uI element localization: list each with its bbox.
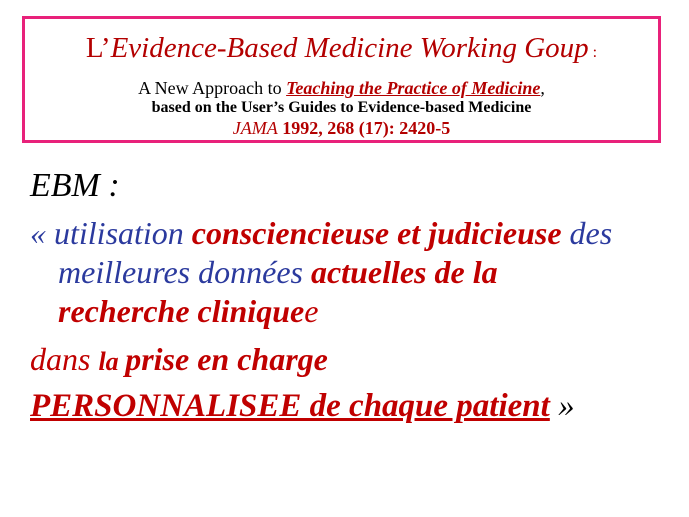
title-prefix: L’ bbox=[85, 32, 111, 64]
journal-citation: 1992, 268 (17): 2420-5 bbox=[277, 118, 451, 138]
article-title bbox=[25, 77, 658, 99]
text-actuelles: actuelles de la bbox=[310, 254, 498, 290]
article-title-suffix: , bbox=[540, 78, 545, 98]
text-prise: prise en charge bbox=[125, 341, 328, 377]
text-dans: dans bbox=[30, 341, 99, 377]
ebm-label: EBM : bbox=[30, 167, 120, 204]
text-des: des bbox=[561, 215, 613, 251]
reference-box bbox=[22, 16, 661, 143]
quote-close: » bbox=[549, 388, 575, 424]
title-italic: Evidence-Based Medicine Working Goup bbox=[110, 32, 589, 64]
text-recherche: recherche clinique bbox=[58, 293, 305, 329]
definition-line-5 bbox=[30, 386, 575, 426]
text-la: la bbox=[98, 347, 126, 376]
article-subtitle: based on the User’s Guides to Evidence-based Medicine bbox=[151, 99, 532, 116]
definition-line-4 bbox=[30, 340, 328, 381]
article-title-emphasis: Teaching the Practice of Medicine bbox=[286, 78, 541, 98]
definition-line-3 bbox=[58, 292, 318, 330]
title-colon: : bbox=[588, 44, 598, 61]
text-personnalisee: PERSONNALISEE de chaque patient bbox=[30, 388, 550, 424]
group-title bbox=[25, 31, 658, 70]
article-title-prefix: A New Approach to bbox=[138, 78, 287, 98]
text-e: e bbox=[304, 293, 319, 329]
definition-line-2 bbox=[58, 253, 498, 291]
definition-line-1 bbox=[30, 214, 612, 252]
journal-reference bbox=[25, 117, 658, 139]
journal-name: JAMA bbox=[232, 118, 278, 138]
text-meilleures: meilleures données bbox=[58, 254, 311, 290]
quote-open: « bbox=[30, 215, 54, 251]
text-conscient: consciencieuse et judicieuse bbox=[191, 215, 562, 251]
text-utilisation: utilisation bbox=[54, 215, 192, 251]
